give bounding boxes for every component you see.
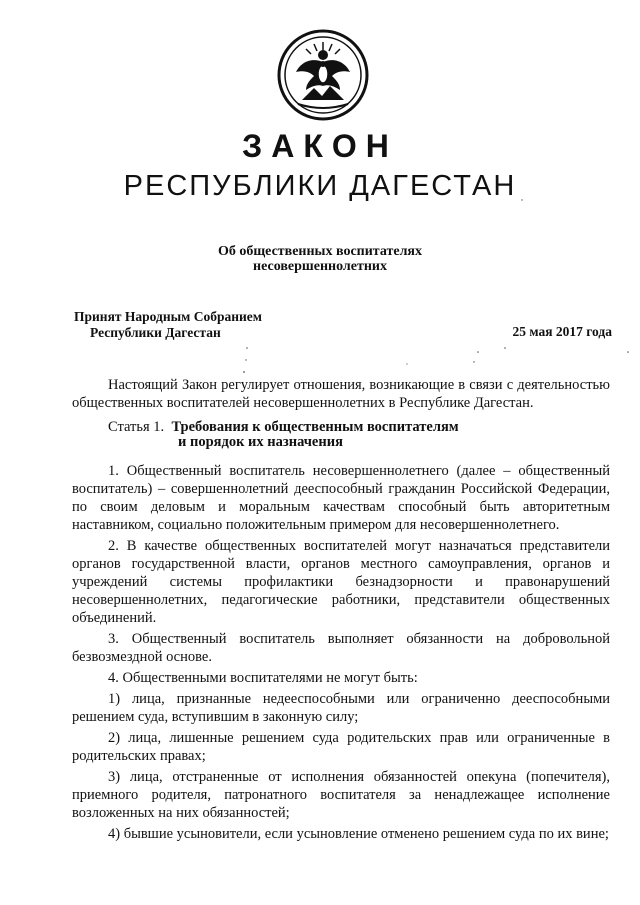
- article-heading-line2: и порядок их назначения: [178, 434, 343, 450]
- adoption-date: 25 мая 2017 года: [512, 324, 612, 339]
- article-1-heading: [72, 420, 610, 450]
- law-title-line1: Об общественных воспитателях: [217, 244, 423, 259]
- document-subheading: РЕСПУБЛИКИ ДАГЕСТАН: [123, 170, 517, 202]
- intro-paragraph: Настоящий Закон регулирует отношения, возникающие в связи с деятельностью общественных воспитателей несовершеннолетних в Республике Дагестан.: [72, 377, 610, 411]
- paragraph: 1. Общественный воспитатель несовершеннолетнего (далее – общественный воспитатель) – совершеннолетний дееспособный гражданин Российской Федерации, по своим деловым и моральным качествам способный быть авторитетным наставником, социально положительным примером для несовершеннолетнего.: [72, 463, 610, 533]
- law-title-line2: несовершеннолетних: [253, 259, 387, 274]
- adopted-line1: Принят Народным Собранием: [74, 309, 262, 324]
- paragraph: 2) лица, лишенные решением суда родительских прав или ограниченные в родительских правах;: [72, 730, 610, 764]
- paragraph: 1) лица, признанные недееспособными или ограниченно дееспособными решением суда, вступившим в законную силу;: [72, 691, 610, 725]
- paragraph: 3) лица, отстраненные от исполнения обязанностей опекуна (попечителя), приемного родителя, патронатного воспитателя за ненадлежащее исполнение возложенных на них обязанностей;: [72, 769, 610, 821]
- adoption-body: [74, 309, 262, 341]
- article-heading-line1: Требования к общественным воспитателям: [171, 419, 459, 435]
- paragraph: 3. Общественный воспитатель выполняет обязанности на добровольной безвозмездной основе.: [72, 631, 610, 665]
- document-body: [72, 376, 610, 846]
- coat-of-arms-icon: [276, 28, 370, 122]
- document-heading: ЗАКОН: [242, 128, 398, 164]
- paragraph: 4) бывшие усыновители, если усыновление отменено решением суда по их вине;: [108, 826, 609, 842]
- paragraph: 4. Общественными воспитателями не могут быть:: [108, 670, 418, 686]
- adopted-line2: Республики Дагестан: [90, 325, 221, 340]
- paragraph: 2. В качестве общественных воспитателей могут назначаться представители органов государственной власти, органов местного самоуправления, органов и учреждений системы профилактики безнадзорности и правонарушений несовершеннолетних, педагогические работники, представители общественных объединений.: [72, 538, 610, 626]
- article-label: Статья 1.: [108, 419, 165, 435]
- law-title: [0, 244, 640, 274]
